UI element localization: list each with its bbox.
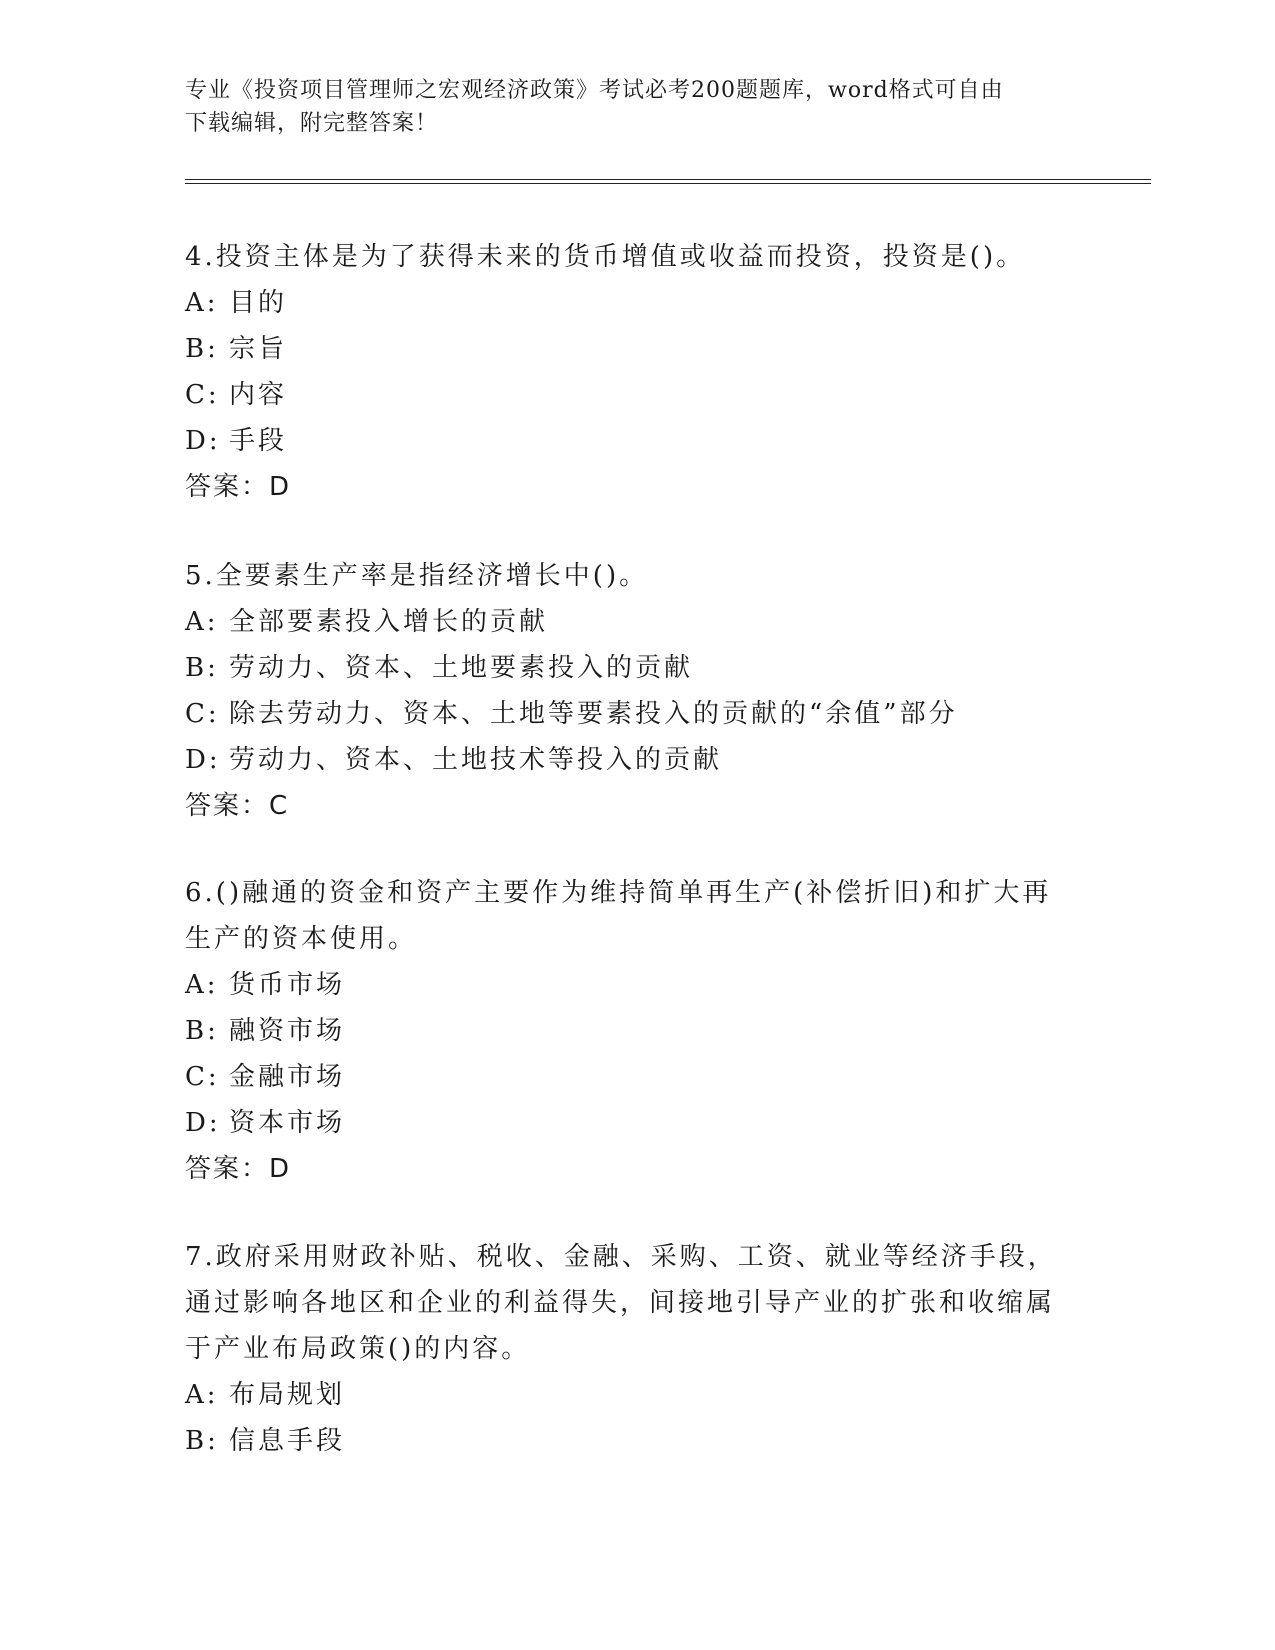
question-4 (185, 234, 1085, 510)
option-a (185, 599, 1085, 645)
question-stem-line-2: 通过影响各地区和企业的利益得失，间接地引导产业的扩张和收缩属 (185, 1288, 1056, 1318)
question-stem: 5.全要素生产率是指经济增长中()。 (185, 561, 649, 591)
option-text: 资本市场 (229, 1108, 346, 1138)
option-key: C: (185, 1062, 220, 1092)
option-text: 金融市场 (229, 1062, 346, 1092)
question-6 (185, 870, 1085, 1192)
option-text: 全部要素投入增长的贡献 (229, 607, 549, 637)
option-key: A: (185, 607, 219, 637)
option-key: D: (185, 745, 221, 775)
question-stem-line-2: 生产的资本使用。 (185, 924, 418, 954)
option-text: 内容 (229, 380, 288, 410)
option-text: 除去劳动力、资本、土地等要素投入的贡献的“余值”部分 (229, 699, 958, 729)
option-key: C: (185, 699, 220, 729)
option-key: B: (185, 1426, 219, 1456)
header-line-1: 专业《投资项目管理师之宏观经济政策》考试必考200题题库，word格式可自由 (185, 78, 1004, 103)
question-stem-line-3: 于产业布局政策()的内容。 (185, 1334, 531, 1364)
answer: 答案：D (185, 1154, 292, 1184)
option-b (185, 1008, 1085, 1054)
header-divider-top (185, 179, 1151, 180)
option-text: 手段 (229, 426, 288, 456)
option-text: 货币市场 (229, 970, 346, 1000)
option-key: D: (185, 1108, 221, 1138)
question-stem-line-1: 6.()融通的资金和资产主要作为维持简单再生产(补偿折旧)和扩大再 (185, 878, 1052, 908)
option-b (185, 326, 1085, 372)
option-text: 劳动力、资本、土地技术等投入的贡献 (229, 745, 723, 775)
question-stem: 4.投资主体是为了获得未来的货币增值或收益而投资，投资是()。 (185, 242, 1026, 272)
option-c (185, 372, 1085, 418)
option-key: D: (185, 426, 221, 456)
option-key: A: (185, 288, 219, 318)
option-b (185, 1418, 1085, 1464)
answer: 答案：D (185, 472, 292, 502)
option-a (185, 280, 1085, 326)
question-5 (185, 553, 1085, 829)
answer: 答案：C (185, 791, 290, 821)
option-c (185, 1054, 1085, 1100)
option-d (185, 1100, 1085, 1146)
option-text: 融资市场 (229, 1016, 346, 1046)
option-key: B: (185, 334, 219, 364)
option-key: B: (185, 1016, 219, 1046)
option-text: 信息手段 (229, 1426, 346, 1456)
option-text: 宗旨 (229, 334, 288, 364)
option-key: C: (185, 380, 220, 410)
option-key: A: (185, 1380, 219, 1410)
header-line-2: 下载编辑，附完整答案！ (185, 111, 439, 136)
option-c (185, 691, 1085, 737)
option-d (185, 418, 1085, 464)
option-text: 布局规划 (229, 1380, 346, 1410)
option-a (185, 1372, 1085, 1418)
option-d (185, 737, 1085, 783)
option-b (185, 645, 1085, 691)
option-key: A: (185, 970, 219, 1000)
question-stem-line-1: 7.政府采用财政补贴、税收、金融、采购、工资、就业等经济手段， (185, 1242, 1057, 1272)
document-header (185, 74, 1065, 140)
option-text: 劳动力、资本、土地要素投入的贡献 (229, 653, 694, 683)
option-text: 目的 (229, 288, 288, 318)
option-key: B: (185, 653, 219, 683)
option-a (185, 962, 1085, 1008)
header-divider-bottom (185, 183, 1151, 184)
question-7 (185, 1234, 1085, 1464)
